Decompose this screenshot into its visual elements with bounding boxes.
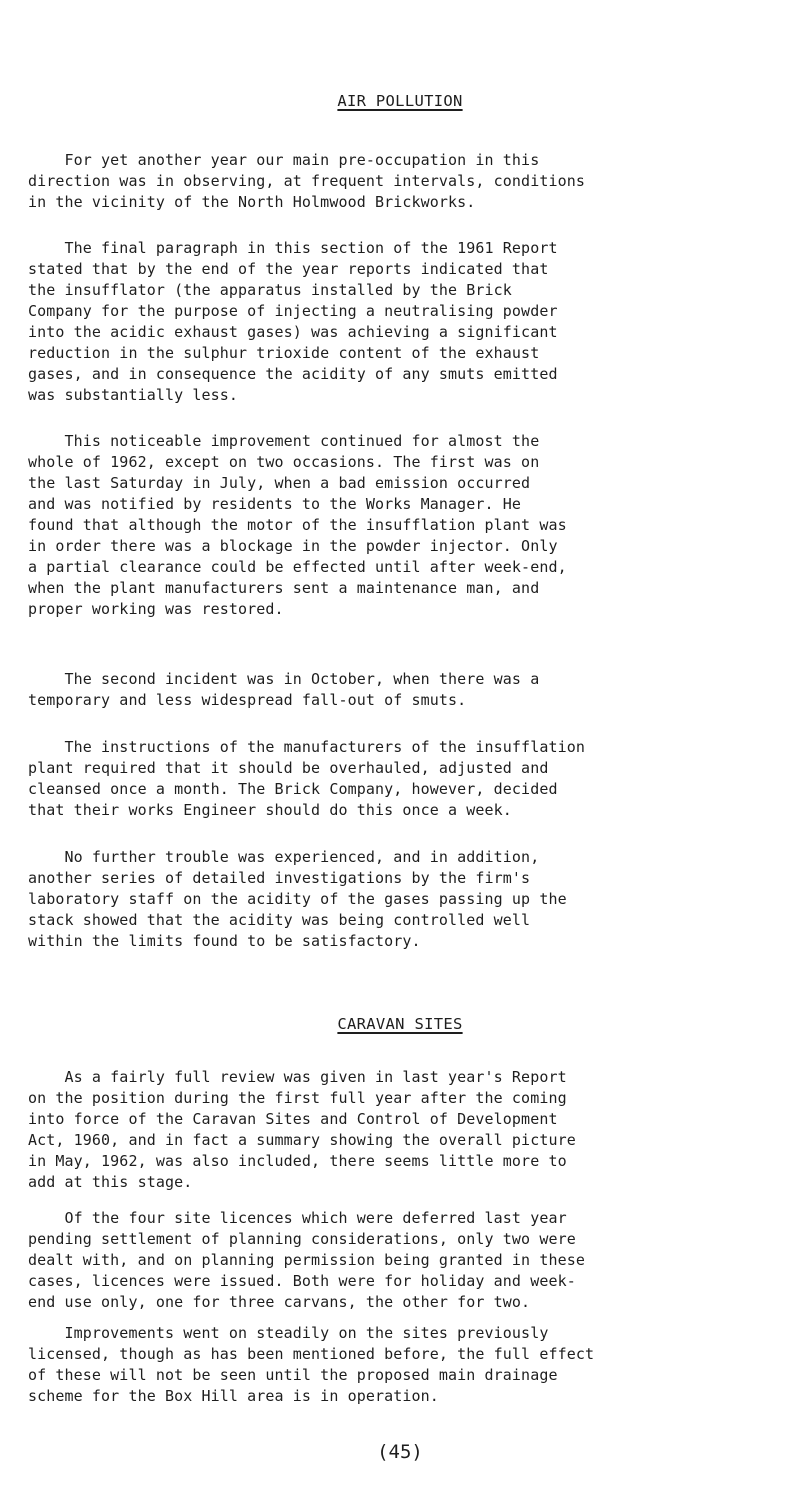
paragraph: As a fairly full review was given in last year's Report on the position during the first full year after the coming into force of the Caravan Sites and Control of Development Act, 1960, and in fact a summary showing the overall picture in May, 1962, was also included, there seems little more to add at this stage.: [28, 1068, 576, 1191]
page-number: (45): [377, 1441, 423, 1463]
paragraph: This noticeable improvement continued for almost the whole of 1962, except on two occasions. The first was on the last Saturday in July, when a bad emission occurred and was notified by residents to the Works Manager. He found that although the motor of the insufflation plant was in order there was a blockage in the powder injector. Only a partial clearance could be effected until after week-end, when the plant manufacturers sent a maintenance man, and proper working was restored.: [28, 432, 567, 618]
paragraph: Of the four site licences which were deferred last year pending settlement of planning considerations, only two were dealt with, and on planning permission being granted in these cases, licences were issued. Both were for holiday and week- end use only, one for three carvans, the other for two.: [28, 1209, 585, 1311]
paragraph: The instructions of the manufacturers of the insufflation plant required that it should be overhauled, adjusted and cleansed once a month. The Brick Company, however, decided that their works Engineer should do this once a week.: [28, 738, 585, 819]
paragraph: The second incident was in October, when there was a temporary and less widespread fall-out of smuts.: [28, 670, 540, 709]
paragraph: Improvements went on steadily on the sites previously licensed, though as has been mentioned before, the full effect of these will not be seen until the proposed main drainage scheme for the Box Hill area is in operation.: [28, 1324, 595, 1405]
paragraph: The final paragraph in this section of the 1961 Report stated that by the end of the year reports indicated that the insufflator (the apparatus installed by the Brick Company for the purpose of injecting a neutralising powder into the acidic exhaust gases) was achieving a significant reduction in the sulphur trioxide content of the exhaust gases, and in consequence the acidity of any smuts emitted was substantially less.: [28, 239, 558, 404]
section-heading-air-pollution: AIR POLLUTION: [337, 92, 463, 110]
paragraph: No further trouble was experienced, and in addition, another series of detailed investigations by the firm's laboratory staff on the acidity of the gases passing up the stack showed that the acidity was being controlled well within the limits found to be satisfactory.: [28, 848, 567, 950]
section-heading-caravan-sites: CARAVAN SITES: [337, 1015, 463, 1033]
paragraph: For yet another year our main pre-occupation in this direction was in observing, at frequent intervals, conditions in the vicinity of the North Holmwood Brickworks.: [28, 151, 585, 211]
